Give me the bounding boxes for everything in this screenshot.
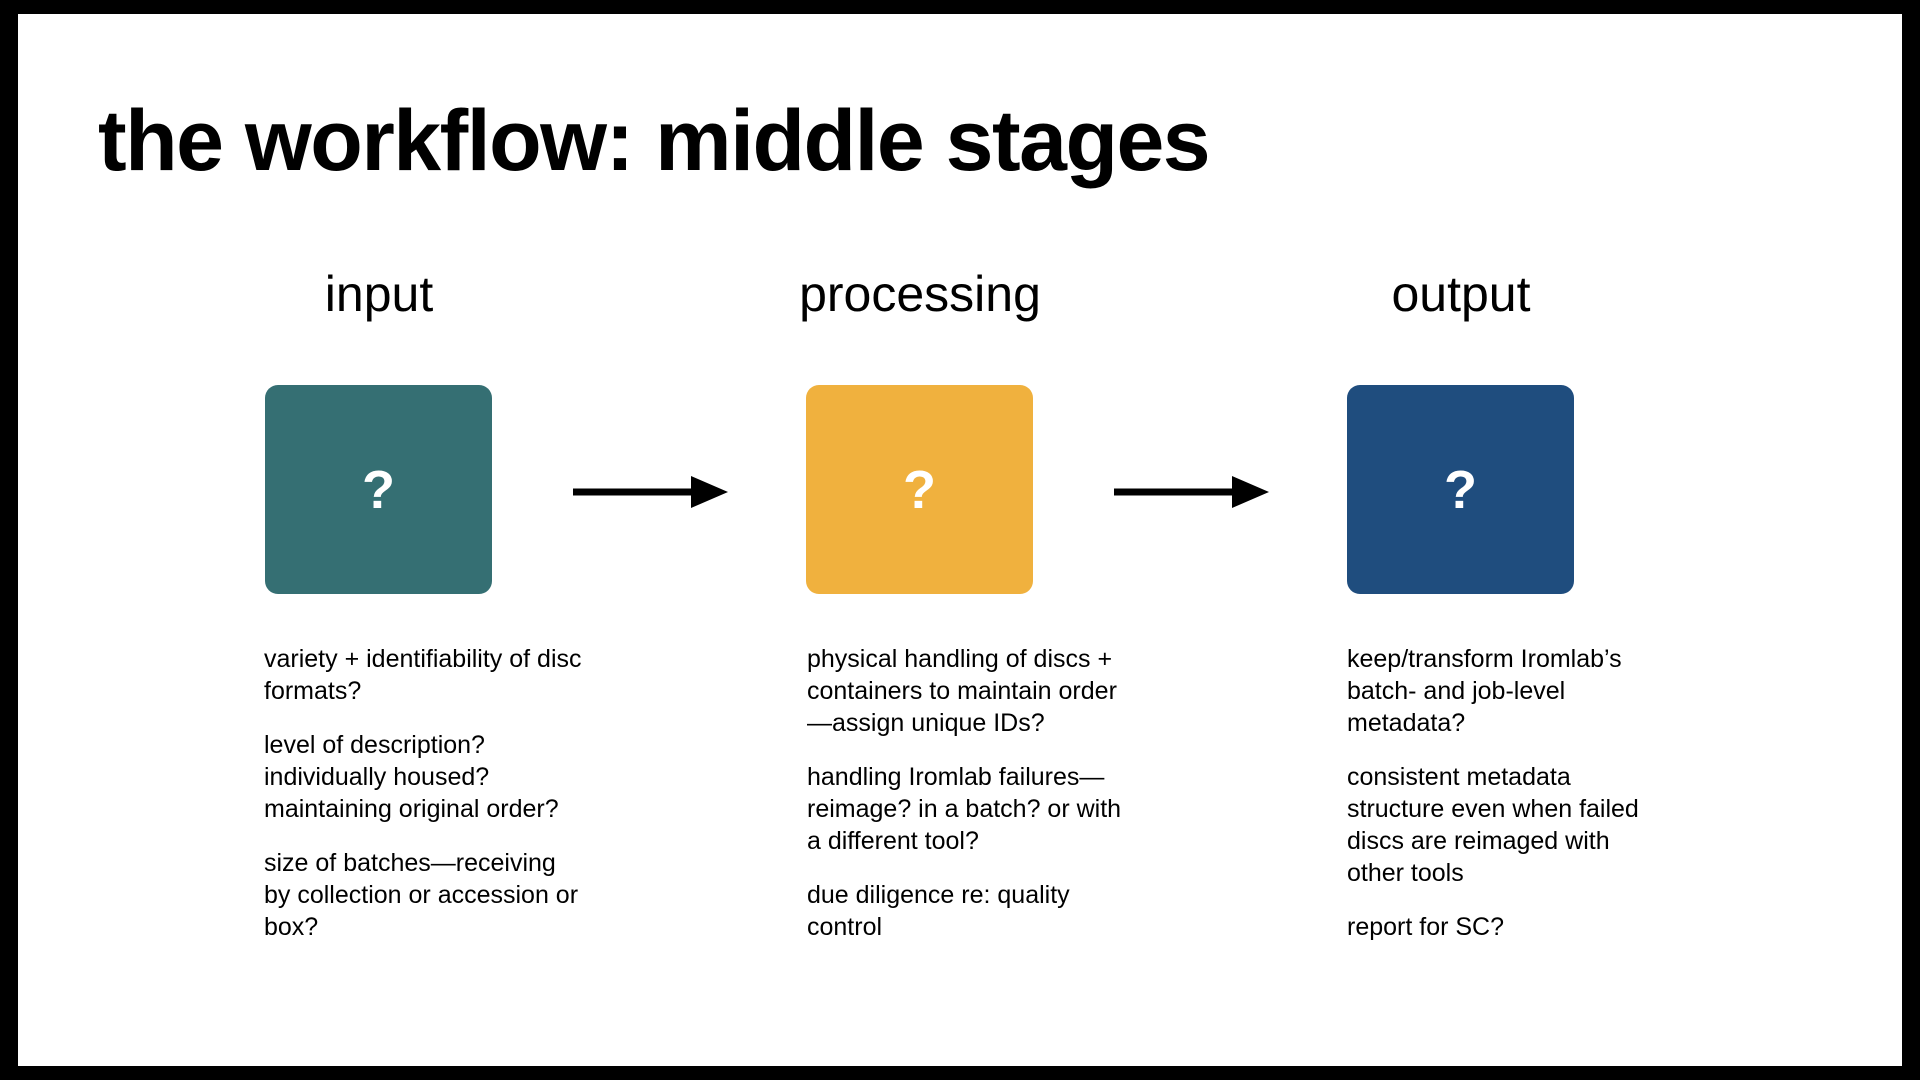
question-mark-icon: ?: [903, 459, 936, 520]
note-item: physical handling of discs + containers to maintain order —assign unique IDs?: [807, 645, 1117, 737]
note-item: level of description? individually housed? maintaining original order?: [264, 731, 559, 823]
note-item: due diligence re: quality control: [807, 881, 1070, 941]
slide-title: the workflow: middle stages: [98, 93, 1210, 189]
slide: [18, 14, 1902, 1066]
question-mark-icon: ?: [1444, 459, 1477, 520]
stage-label-processing: processing: [799, 266, 1041, 322]
note-item: size of batches—receiving by collection or accession or box?: [264, 849, 579, 941]
note-item: handling Iromlab failures— reimage? in a batch? or with a different tool?: [807, 763, 1122, 855]
question-mark-icon: ?: [362, 459, 395, 520]
right-arrow-icon: [573, 472, 728, 512]
note-item: consistent metadata structure even when failed discs are reimaged with other tools: [1347, 763, 1639, 887]
stage-box-output: [1347, 385, 1574, 594]
right-arrow-icon: [1114, 472, 1269, 512]
stage-box-processing: [806, 385, 1033, 594]
note-item: keep/transform Iromlab’s batch- and job-level metadata?: [1347, 645, 1622, 737]
stage-notes-input: [264, 643, 624, 965]
stage-notes-output: [1347, 643, 1707, 965]
stage-label-input: input: [324, 266, 434, 322]
stage-box-input: [265, 385, 492, 594]
stage-notes-processing: [807, 643, 1167, 965]
note-item: variety + identifiability of disc formats?: [264, 645, 582, 705]
note-item: report for SC?: [1347, 913, 1505, 941]
stage-label-output: output: [1391, 266, 1531, 322]
